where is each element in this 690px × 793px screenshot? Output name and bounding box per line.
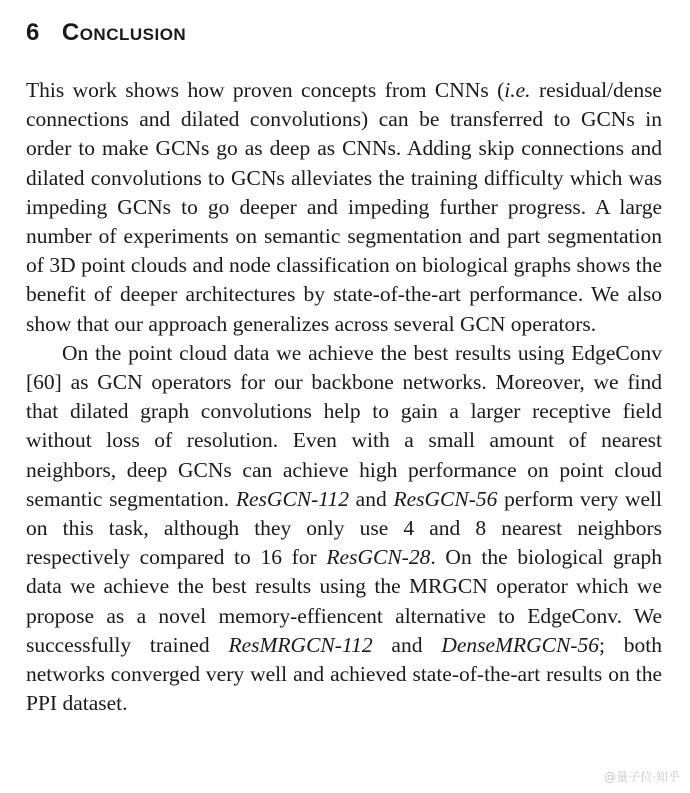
text-run: ; both networks converged very well and achieved state-of-the-art results on the PPI dataset. [26, 632, 662, 716]
text-run: This work shows how proven concepts from CNNs ( [26, 78, 505, 102]
italic-text: ResGCN-56 [393, 486, 498, 511]
section-heading [26, 16, 662, 50]
watermark: @量子位·知乎 [604, 770, 680, 784]
italic-text: ResGCN-28 [326, 545, 431, 570]
section-body [26, 76, 662, 718]
section-number: 6 [26, 19, 40, 46]
text-run: residual/dense connections and dilated convolutions) can be transferred to GCNs in order to make GCNs go as deep as CNNs. Adding skip connections and dilated convolutions to GCNs alleviates the training difficulty which was impeding GCNs to go deeper and impeding further progress. A large number of experiments on semantic segmentation and part segmentation of 3D point clouds and node classification on biological graphs shows the benefit of deeper architectures by state-of-the-art performance. We also show that our approach generalizes across several GCN operators. [26, 78, 662, 336]
italic-text: ResMRGCN-112 [228, 632, 373, 657]
italic-text: i.e. [504, 78, 531, 102]
text-run: perform very well on this task, although they only use 4 and 8 nearest neighbors respectively compared to 16 for [26, 486, 663, 570]
section-title: Conclusion [61, 19, 187, 46]
text-run: and [372, 632, 442, 657]
italic-text: ResGCN-112 [235, 486, 349, 511]
paragraph [26, 339, 662, 719]
paragraph [26, 76, 662, 339]
italic-text: DenseMRGCN-56 [441, 632, 599, 657]
text-run: On the point cloud data we achieve the best results using EdgeConv [60] as GCN operators for our backbone networks. Moreover, we find that dilated graph convolutions help to gain a larger receptive field without loss of resolution. Even with a small amount of nearest neighbors, deep GCNs can achieve high performance on point cloud semantic segmentation. [26, 340, 662, 511]
text-run: . On the biological graph data we achieve the best results using the MRGCN operator which we propose as a novel memory-effiencent alternative to EdgeConv. We successfully trained [26, 545, 662, 657]
text-run: and [348, 486, 394, 511]
conclusion-section [26, 16, 662, 718]
